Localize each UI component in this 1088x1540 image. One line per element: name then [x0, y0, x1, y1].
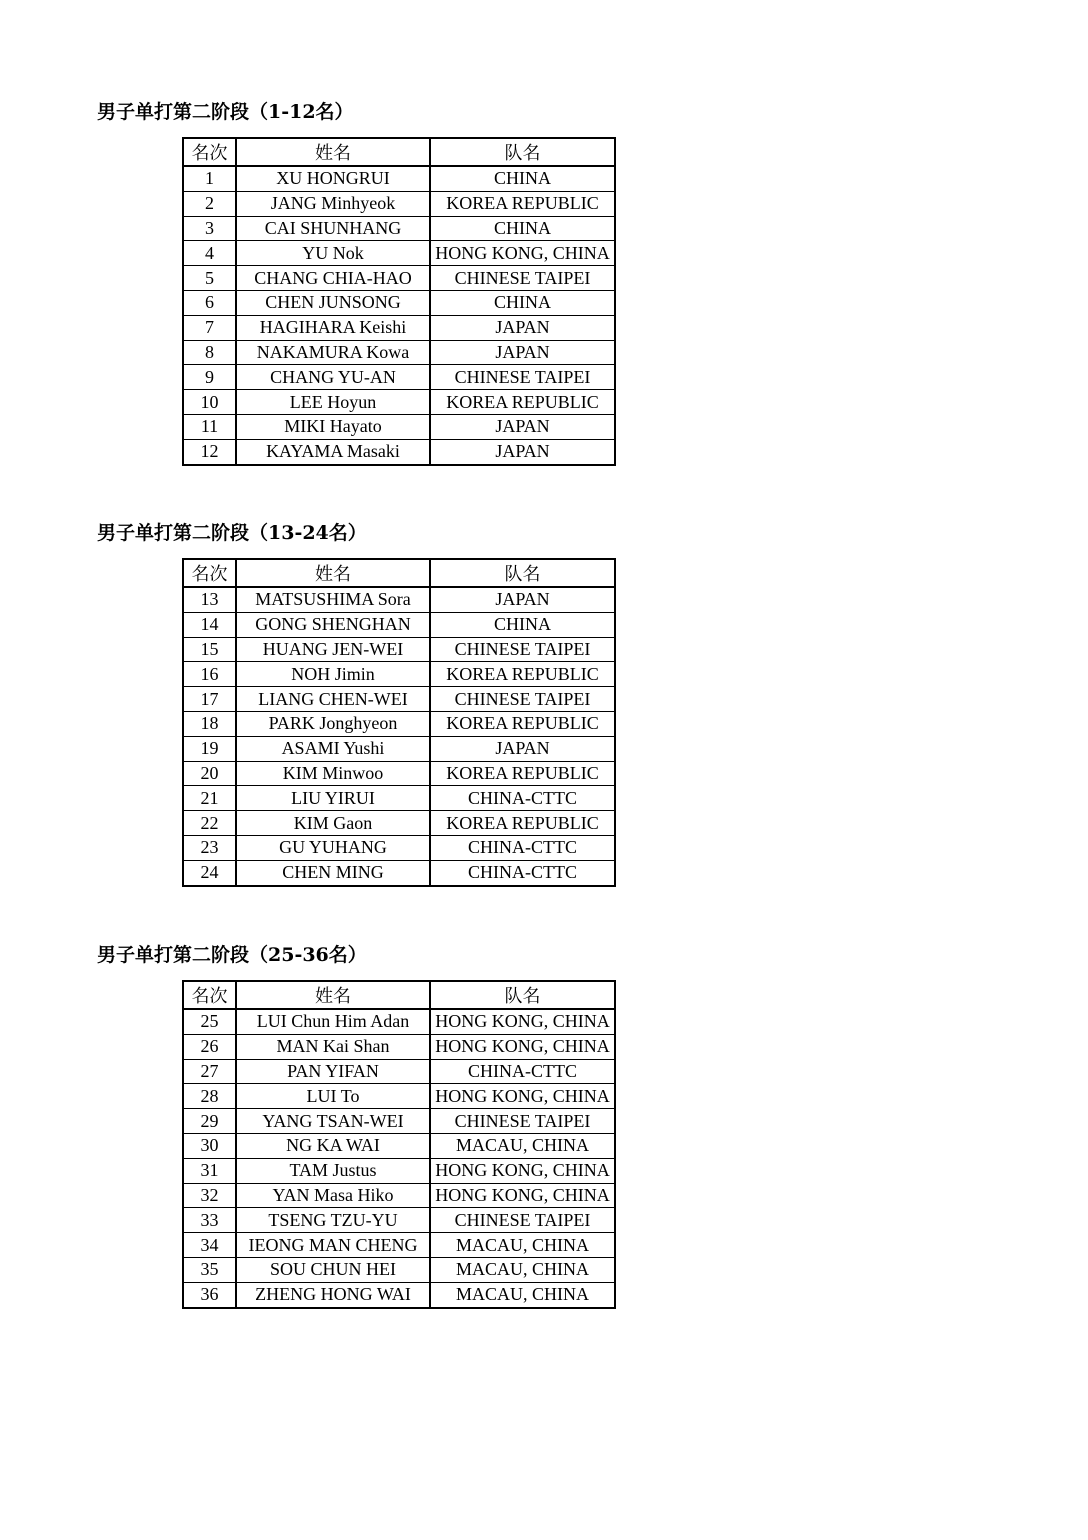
team-cell: HONG KONG, CHINA: [430, 1009, 615, 1034]
player-name-cell: CAI SHUNHANG: [236, 216, 430, 241]
rank-cell: 9: [183, 365, 236, 390]
player-name-cell: SOU CHUN HEI: [236, 1257, 430, 1282]
team-cell: JAPAN: [430, 315, 615, 340]
rank-cell: 20: [183, 761, 236, 786]
rank-cell: 35: [183, 1257, 236, 1282]
team-cell: MACAU, CHINA: [430, 1282, 615, 1307]
team-cell: KOREA REPUBLIC: [430, 191, 615, 216]
player-name-cell: LIANG CHEN-WEI: [236, 687, 430, 712]
rank-cell: 6: [183, 290, 236, 315]
table-row: [183, 637, 615, 662]
player-name-cell: MATSUSHIMA Sora: [236, 587, 430, 612]
team-cell: KOREA REPUBLIC: [430, 811, 615, 836]
rank-cell: 36: [183, 1282, 236, 1307]
player-name-cell: YAN Masa Hiko: [236, 1183, 430, 1208]
header-rank: 名次: [183, 559, 236, 587]
player-name-cell: PARK Jonghyeon: [236, 711, 430, 736]
team-cell: HONG KONG, CHINA: [430, 1084, 615, 1109]
team-cell: JAPAN: [430, 587, 615, 612]
player-name-cell: LEE Hoyun: [236, 390, 430, 415]
table-row: [183, 191, 615, 216]
rank-cell: 11: [183, 414, 236, 439]
team-cell: CHINA: [430, 166, 615, 191]
rank-cell: 29: [183, 1109, 236, 1134]
player-name-cell: NAKAMURA Kowa: [236, 340, 430, 365]
section-title: 男子单打第二阶段（1-12名）: [97, 101, 354, 123]
player-name-cell: KIM Minwoo: [236, 761, 430, 786]
rank-cell: 19: [183, 736, 236, 761]
ranking-table: [182, 980, 616, 1309]
rank-cell: 30: [183, 1133, 236, 1158]
player-name-cell: XU HONGRUI: [236, 166, 430, 191]
table-row: [183, 414, 615, 439]
table-row: [183, 340, 615, 365]
player-name-cell: YU Nok: [236, 241, 430, 266]
table-row: [183, 315, 615, 340]
table-row: [183, 1034, 615, 1059]
table-row: [183, 266, 615, 291]
rank-cell: 4: [183, 241, 236, 266]
player-name-cell: JANG Minhyeok: [236, 191, 430, 216]
team-cell: CHINESE TAIPEI: [430, 365, 615, 390]
team-cell: HONG KONG, CHINA: [430, 241, 615, 266]
section-title: 男子单打第二阶段（13-24名）: [97, 522, 367, 544]
player-name-cell: GONG SHENGHAN: [236, 612, 430, 637]
table-row: [183, 1183, 615, 1208]
team-cell: JAPAN: [430, 736, 615, 761]
rank-cell: 15: [183, 637, 236, 662]
team-cell: KOREA REPUBLIC: [430, 390, 615, 415]
table-row: [183, 662, 615, 687]
table-row: [183, 1009, 615, 1034]
player-name-cell: GU YUHANG: [236, 835, 430, 860]
team-cell: JAPAN: [430, 340, 615, 365]
team-cell: CHINESE TAIPEI: [430, 687, 615, 712]
player-name-cell: CHEN MING: [236, 860, 430, 885]
rank-cell: 33: [183, 1208, 236, 1233]
rank-cell: 10: [183, 390, 236, 415]
header-rank: 名次: [183, 981, 236, 1009]
rank-cell: 32: [183, 1183, 236, 1208]
player-name-cell: MIKI Hayato: [236, 414, 430, 439]
player-name-cell: ZHENG HONG WAI: [236, 1282, 430, 1307]
rank-cell: 24: [183, 860, 236, 885]
rank-cell: 23: [183, 835, 236, 860]
team-cell: HONG KONG, CHINA: [430, 1158, 615, 1183]
team-cell: CHINESE TAIPEI: [430, 1208, 615, 1233]
rank-cell: 13: [183, 587, 236, 612]
rank-cell: 27: [183, 1059, 236, 1084]
team-cell: JAPAN: [430, 439, 615, 464]
rank-cell: 1: [183, 166, 236, 191]
player-name-cell: NOH Jimin: [236, 662, 430, 687]
rank-cell: 21: [183, 786, 236, 811]
table-row: [183, 1257, 615, 1282]
player-name-cell: ASAMI Yushi: [236, 736, 430, 761]
player-name-cell: LUI Chun Him Adan: [236, 1009, 430, 1034]
table-row: [183, 587, 615, 612]
table-row: [183, 687, 615, 712]
team-cell: CHINESE TAIPEI: [430, 637, 615, 662]
team-cell: CHINA-CTTC: [430, 835, 615, 860]
team-cell: JAPAN: [430, 414, 615, 439]
table-row: [183, 1208, 615, 1233]
rank-cell: 31: [183, 1158, 236, 1183]
player-name-cell: TAM Justus: [236, 1158, 430, 1183]
table-row: [183, 612, 615, 637]
rank-cell: 14: [183, 612, 236, 637]
table-row: [183, 1282, 615, 1307]
player-name-cell: HUANG JEN-WEI: [236, 637, 430, 662]
table-row: [183, 711, 615, 736]
player-name-cell: YANG TSAN-WEI: [236, 1109, 430, 1134]
player-name-cell: LIU YIRUI: [236, 786, 430, 811]
table-row: [183, 786, 615, 811]
rank-cell: 26: [183, 1034, 236, 1059]
team-cell: CHINESE TAIPEI: [430, 1109, 615, 1134]
player-name-cell: KAYAMA Masaki: [236, 439, 430, 464]
team-cell: KOREA REPUBLIC: [430, 761, 615, 786]
table-row: [183, 216, 615, 241]
table-row: [183, 811, 615, 836]
table-row: [183, 860, 615, 885]
ranking-table: [182, 558, 616, 887]
table-row: [183, 390, 615, 415]
header-team: 队名: [430, 981, 615, 1009]
header-name: 姓名: [236, 559, 430, 587]
header-team: 队名: [430, 138, 615, 166]
rank-cell: 8: [183, 340, 236, 365]
team-cell: CHINESE TAIPEI: [430, 266, 615, 291]
rank-cell: 16: [183, 662, 236, 687]
team-cell: CHINA: [430, 216, 615, 241]
header-team: 队名: [430, 559, 615, 587]
table-row: [183, 365, 615, 390]
player-name-cell: MAN Kai Shan: [236, 1034, 430, 1059]
table-header-row: [183, 559, 615, 587]
rank-cell: 2: [183, 191, 236, 216]
team-cell: CHINA: [430, 290, 615, 315]
rank-cell: 25: [183, 1009, 236, 1034]
table-row: [183, 835, 615, 860]
player-name-cell: PAN YIFAN: [236, 1059, 430, 1084]
header-name: 姓名: [236, 981, 430, 1009]
rank-cell: 5: [183, 266, 236, 291]
player-name-cell: CHANG CHIA-HAO: [236, 266, 430, 291]
team-cell: MACAU, CHINA: [430, 1133, 615, 1158]
player-name-cell: CHEN JUNSONG: [236, 290, 430, 315]
table-row: [183, 1133, 615, 1158]
player-name-cell: HAGIHARA Keishi: [236, 315, 430, 340]
rank-cell: 3: [183, 216, 236, 241]
ranking-table: [182, 137, 616, 466]
rank-cell: 17: [183, 687, 236, 712]
team-cell: KOREA REPUBLIC: [430, 662, 615, 687]
table-row: [183, 439, 615, 464]
table-row: [183, 1109, 615, 1134]
player-name-cell: CHANG YU-AN: [236, 365, 430, 390]
team-cell: MACAU, CHINA: [430, 1233, 615, 1258]
section-title: 男子单打第二阶段（25-36名）: [97, 944, 367, 966]
rank-cell: 34: [183, 1233, 236, 1258]
table-row: [183, 1084, 615, 1109]
team-cell: CHINA-CTTC: [430, 860, 615, 885]
rank-cell: 7: [183, 315, 236, 340]
player-name-cell: KIM Gaon: [236, 811, 430, 836]
team-cell: CHINA-CTTC: [430, 1059, 615, 1084]
table-row: [183, 736, 615, 761]
team-cell: CHINA: [430, 612, 615, 637]
rank-cell: 12: [183, 439, 236, 464]
player-name-cell: TSENG TZU-YU: [236, 1208, 430, 1233]
rank-cell: 22: [183, 811, 236, 836]
team-cell: HONG KONG, CHINA: [430, 1183, 615, 1208]
table-row: [183, 1233, 615, 1258]
player-name-cell: NG KA WAI: [236, 1133, 430, 1158]
table-row: [183, 241, 615, 266]
table-header-row: [183, 138, 615, 166]
team-cell: MACAU, CHINA: [430, 1257, 615, 1282]
table-row: [183, 290, 615, 315]
table-header-row: [183, 981, 615, 1009]
rank-cell: 28: [183, 1084, 236, 1109]
table-row: [183, 1158, 615, 1183]
player-name-cell: LUI To: [236, 1084, 430, 1109]
player-name-cell: IEONG MAN CHENG: [236, 1233, 430, 1258]
header-rank: 名次: [183, 138, 236, 166]
team-cell: KOREA REPUBLIC: [430, 711, 615, 736]
team-cell: CHINA-CTTC: [430, 786, 615, 811]
header-name: 姓名: [236, 138, 430, 166]
table-row: [183, 761, 615, 786]
table-row: [183, 1059, 615, 1084]
rank-cell: 18: [183, 711, 236, 736]
table-row: [183, 166, 615, 191]
team-cell: HONG KONG, CHINA: [430, 1034, 615, 1059]
